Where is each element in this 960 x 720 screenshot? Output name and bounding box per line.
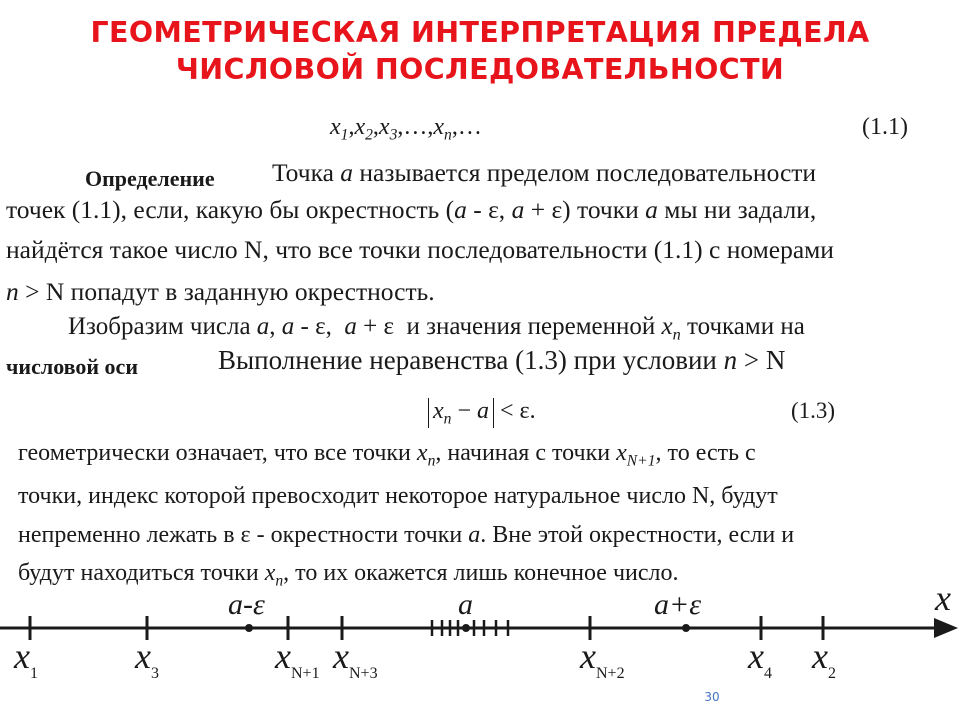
definition-line-1: Точка a называется пределом последовательности (272, 158, 817, 187)
formula-3-number: (1.3) (791, 398, 836, 423)
label-xN3: $x_{N+3}$ (333, 636, 378, 682)
paragraph-3-line-1: геометрически означает, что все точки $x_n$, начиная с точки $x_{N+1}$, то есть с (18, 440, 756, 470)
point-a-minus-eps (245, 624, 253, 632)
label-x4: $x_4$ (748, 636, 772, 682)
label-xN2: $x_{N+2}$ (580, 636, 625, 682)
label-x1: $x_1$ (14, 636, 38, 682)
inequality-formula: $x_n - a < \varepsilon$. (428, 398, 536, 428)
slide-title (0, 14, 960, 88)
axis-arrowhead (934, 618, 958, 638)
label-x3: $x_3$ (135, 636, 159, 682)
label-a-minus-eps: a-ε (228, 588, 265, 621)
definition-line-2: точек (1.1), если, какую бы окрестность (a - ε, a + ε) точки a мы ни задали, (6, 195, 817, 224)
point-a-plus-eps (682, 624, 690, 632)
paragraph-3-line-3: непременно лежать в ε - окрестности точки a. Вне этой окрестности, если и (18, 522, 795, 548)
paragraph-2-line-2b: Выполнение неравенства (1.3) при условии n > N (218, 345, 786, 375)
paragraph-3-line-4: будут находиться точки $x_n$, то их окажется лишь конечное число. (18, 560, 679, 590)
definition-line-3: найдётся такое число N, что все точки последовательности (1.1) с номерами (6, 235, 834, 264)
sequence-formula: $x_1,x_2,x_3,\dots,x_n,\dots$ (330, 114, 482, 144)
label-x2: $x_2$ (812, 636, 836, 682)
paragraph-2-line-1: Изобразим числа a, a - ε, a + ε и значения переменной $x_n$ точками на (68, 313, 805, 344)
page-number: 30 (704, 690, 720, 704)
title-line-1: ГЕОМЕТРИЧЕСКАЯ ИНТЕРПРЕТАЦИЯ ПРЕДЕЛА (90, 16, 870, 49)
label-a-plus-eps: a+ε (654, 588, 702, 621)
formula-1-number: (1.1) (862, 114, 908, 140)
number-line-diagram (0, 580, 960, 690)
paragraph-2-line-2a: числовой оси (6, 354, 138, 379)
axis-label: x (935, 580, 951, 618)
definition-label: Определение (85, 166, 215, 191)
paragraph-3-line-2: точки, индекс которой превосходит некоторое натуральное число N, будут (18, 483, 778, 509)
label-xN1: $x_{N+1}$ (275, 636, 320, 682)
label-a: a (458, 588, 473, 621)
point-a (462, 624, 470, 632)
definition-line-4: n > N попадут в заданную окрестность. (6, 277, 435, 306)
title-line-2: ЧИСЛОВОЙ ПОСЛЕДОВАТЕЛЬНОСТИ (175, 53, 785, 86)
